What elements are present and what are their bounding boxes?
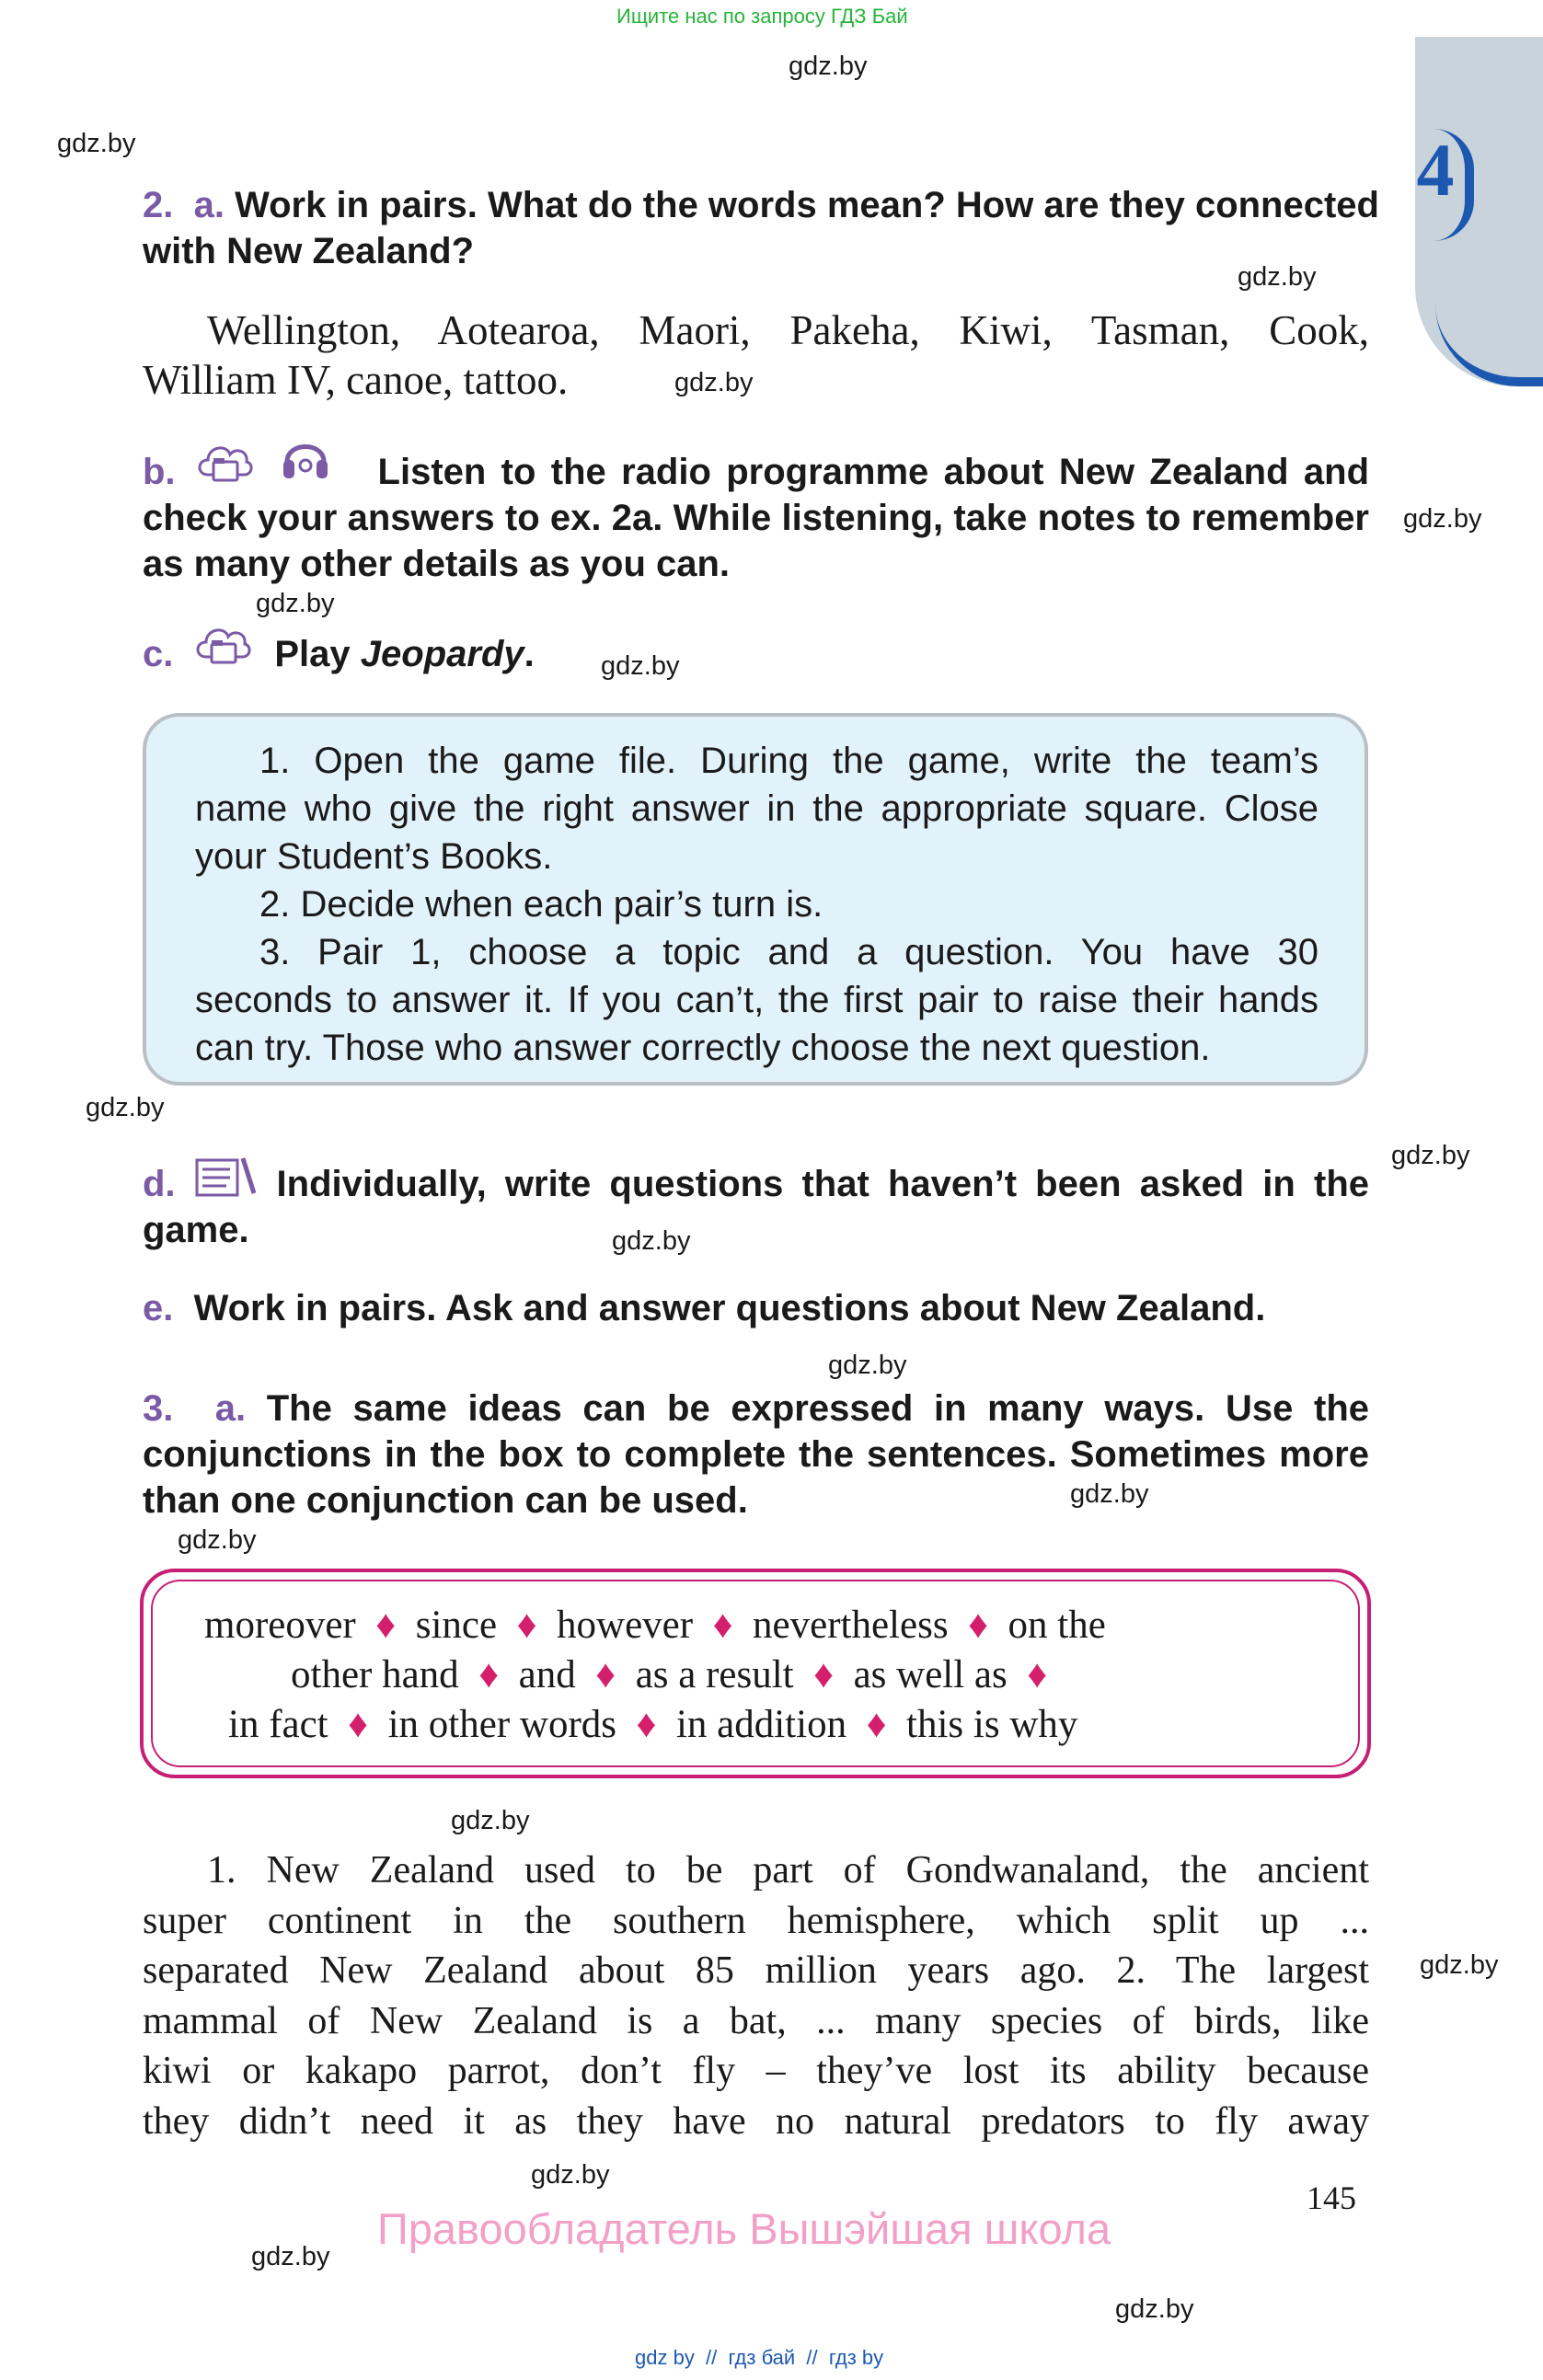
words-line1: Wellington, Aotearoa, Maori, Pakeha, Kiwi, Tasman, Cook, [207, 307, 1369, 353]
text-line: mammal of New Zealand is a bat, ... many species of birds, like [143, 1999, 1369, 2042]
conjunction: and [518, 1653, 576, 1696]
site-watermark: gdz.by [86, 1093, 165, 1122]
site-watermark: gdz.by [57, 129, 136, 158]
task-2a [143, 182, 1379, 274]
site-watermark: gdz.by [178, 1525, 257, 1555]
task-label: a. [214, 1388, 247, 1429]
task-2d-line2: game. [143, 1210, 249, 1250]
site-watermark: gdz.by [1238, 262, 1317, 292]
text-line: they didn’t need it as they have no natural predators to fly away [143, 2099, 1369, 2143]
site-watermark: gdz.by [256, 589, 335, 618]
copyright-watermark: Правообладатель Вышэйшая школа [377, 2204, 1111, 2253]
task-2c-text-suffix: . [524, 634, 535, 674]
task-label: b. [143, 452, 176, 492]
box-p1-line2: name who give the right answer in the appropriate square. Close [195, 788, 1318, 829]
box-p3-line3: can try. Those who answer correctly choose the next question. [195, 1028, 1211, 1068]
conjunction: however [557, 1604, 694, 1647]
conjunction: as a result [635, 1653, 794, 1696]
box-p3-line2: seconds to answer it. If you can’t, the first pair to raise their hands [195, 980, 1318, 1020]
conjunctions-line2: other hand ♦ and ♦ as a result ♦ as well as ♦ [291, 1653, 1048, 1696]
words-line2: William IV, canoe, tattoo. [143, 357, 569, 403]
site-watermark: gdz.by [1403, 504, 1482, 534]
site-watermark: gdz.by [451, 1806, 530, 1835]
task-2b-line3: as many other details as you can. [143, 544, 731, 584]
conjunction: on the [1008, 1604, 1106, 1647]
site-watermark: gdz.by [531, 2160, 610, 2190]
text-line: super continent in the southern hemisphere, which split up ... [143, 1899, 1369, 1942]
task-3a [143, 1385, 1369, 1523]
task-2c [143, 631, 787, 677]
site-watermark: gdz.by [828, 1351, 907, 1380]
conjunction: in addition [675, 1703, 847, 1746]
site-watermark: gdz.by [1420, 1950, 1499, 1980]
box-p1-line3: your Student’s Books. [195, 836, 553, 877]
text-line: 1. New Zealand used to be part of Gondwanaland, the ancient [207, 1849, 1369, 1891]
site-watermark: gdz.by [1070, 1479, 1149, 1509]
task-number: 3. [143, 1388, 174, 1429]
task-label: a. [193, 185, 225, 225]
task-3a-line2: conjunctions in the box to complete the sentences. Sometimes more [143, 1434, 1369, 1475]
box-p3-line1: 3. Pair 1, choose a topic and a question. You have 30 [259, 932, 1318, 972]
exercise-text [143, 1845, 1369, 2146]
task-2b-line1: Listen to the radio programme about New Zealand and [377, 452, 1369, 492]
footer-watermark: gdz by // гдз бай // гдз by [635, 2346, 884, 2369]
task-label: d. [143, 1164, 176, 1204]
conjunction: in fact [228, 1703, 328, 1746]
site-watermark: gdz.by [612, 1226, 691, 1256]
task-3a-line3: than one conjunction can be used. [143, 1480, 748, 1521]
task-2c-game-name: Jeopardy [360, 634, 524, 674]
conjunction: since [415, 1604, 498, 1647]
chapter-number: 4 [1416, 128, 1455, 212]
site-watermark: gdz.by [1391, 1141, 1470, 1170]
task-3a-line1: The same ideas can be expressed in many ways. Use the [266, 1388, 1369, 1429]
task-2b [143, 449, 1369, 587]
task-2a-words [143, 305, 1369, 405]
conjunctions-line1: moreover ♦ since ♦ however ♦ nevertheless ♦ on the [204, 1604, 1106, 1647]
conjunction: other hand [291, 1653, 459, 1696]
site-watermark: gdz.by [251, 2242, 330, 2271]
box-p1-line1: 1. Open the game file. During the game, write the team’s [259, 741, 1318, 781]
task-2a-line1: Work in pairs. What do the words mean? How are they connected [235, 185, 1379, 225]
task-2e [143, 1285, 1369, 1331]
conjunction: this is why [906, 1703, 1078, 1746]
site-watermark: gdz.by [601, 651, 680, 681]
site-watermark: gdz.by [674, 368, 754, 397]
task-label: e. [143, 1288, 174, 1328]
conjunctions-line3: in fact ♦ in other words ♦ in addition ♦ this is why [228, 1703, 1078, 1746]
task-2e-text: Work in pairs. Ask and answer questions about New Zealand. [193, 1288, 1266, 1328]
task-number: 2. [143, 185, 174, 225]
text-line: kiwi or kakapo parrot, don’t fly – they’ve lost its ability because [143, 2050, 1369, 2092]
instructions-box [143, 713, 1368, 1086]
page-number: 145 [1307, 2179, 1356, 2216]
box-p2: 2. Decide when each pair’s turn is. [259, 884, 823, 925]
site-watermark: gdz.by [1115, 2294, 1194, 2324]
conjunction: nevertheless [753, 1604, 949, 1647]
task-2b-line2: check your answers to ex. 2a. While listening, take notes to remember [143, 498, 1369, 538]
task-2d-line1: Individually, write questions that haven’t been asked in the [276, 1164, 1369, 1204]
task-2a-line2: with New Zealand? [143, 231, 475, 271]
task-2c-text-prefix: Play [274, 634, 361, 674]
conjunction: as well as [853, 1653, 1008, 1696]
task-2d [143, 1161, 1369, 1253]
top-search-watermark: Ищите нас по запросу ГДЗ Бай [616, 5, 908, 28]
site-watermark: gdz.by [789, 52, 868, 81]
conjunction: in other words [387, 1703, 616, 1746]
task-label: c. [143, 634, 174, 674]
conjunction: moreover [204, 1604, 356, 1647]
text-line: separated New Zealand about 85 million years ago. 2. The largest [143, 1949, 1369, 1992]
chapter-tab-curve [1435, 304, 1543, 386]
